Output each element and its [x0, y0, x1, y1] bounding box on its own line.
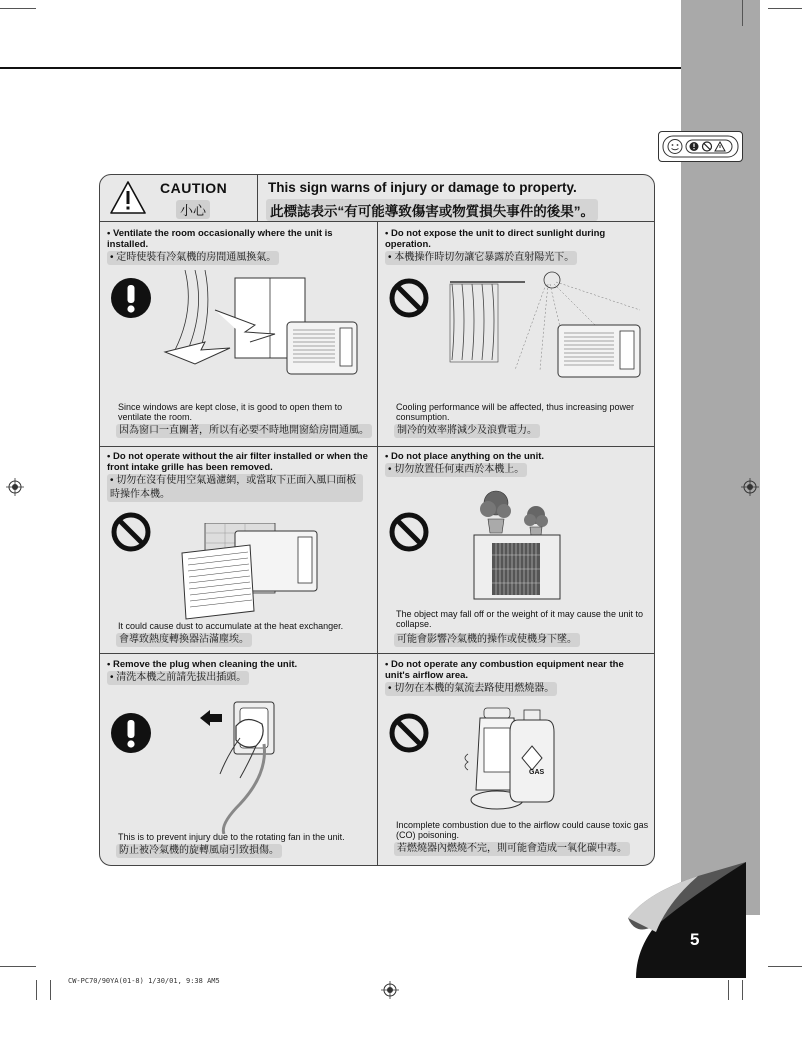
page-curl-corner	[628, 862, 746, 978]
sign-description: This sign warns of injury or damage to property.	[268, 180, 577, 195]
combustion-heater-illustration	[462, 704, 572, 814]
bullet-en: • Do not expose the unit to direct sunlight during operation.	[385, 228, 606, 250]
crop-mark	[36, 980, 37, 1000]
crop-mark	[768, 8, 802, 9]
caution-cell-combustion	[378, 654, 655, 866]
caution-panel	[99, 174, 655, 866]
crop-mark	[742, 980, 743, 1000]
description-zh: 防止被冷氣機的旋轉風扇引致損傷。	[116, 844, 282, 858]
bullet-zh: • 本機操作時切勿讓它暴露於直射陽光下。	[385, 251, 577, 265]
crop-mark	[0, 8, 36, 9]
caution-title: CAUTION	[160, 180, 228, 196]
caution-cell-remove-plug	[100, 654, 377, 866]
top-rule	[0, 67, 681, 69]
symbol-index-box	[658, 131, 743, 162]
bullet-zh: • 定時使裝有冷氣機的房間通風換氣。	[107, 251, 279, 265]
description-en: The object may fall off or the weight of it may cause the unit to collapse.	[396, 609, 643, 629]
bullet-zh: • 切勿在沒有使用空氣過濾網，或當取下正面入風口面板時操作本機。	[107, 474, 363, 502]
caution-title-zh: 小心	[176, 200, 210, 219]
exclamation-icon	[110, 712, 152, 754]
caution-cell-sunlight	[378, 222, 655, 446]
bullet-zh: • 切勿在本機的氣流去路使用燃燒器。	[385, 682, 557, 696]
caution-cell-air-filter	[100, 447, 377, 653]
caution-cell-ventilate	[100, 222, 377, 446]
print-footer: CW-PC70/90YA(01-8) 1/30/01, 9:38 AM5	[68, 977, 220, 985]
bullet-en: • Remove the plug when cleaning the unit.	[107, 659, 298, 670]
description-en: Since windows are kept close, it is good to open them to ventilate the room.	[118, 402, 343, 422]
description-zh: 若燃燒器內燃燒不完，則可能會造成一氧化碳中毒。	[394, 842, 630, 856]
registration-mark-icon	[741, 478, 759, 496]
bullet-en: • Do not operate without the air filter installed or when the front intake grille has been removed.	[107, 451, 368, 473]
caution-header	[100, 175, 654, 222]
registration-mark-icon	[6, 478, 24, 496]
description-en: It could cause dust to accumulate at the heat exchanger.	[118, 621, 344, 631]
registration-mark-icon	[381, 981, 399, 999]
crop-mark	[768, 966, 802, 967]
bullet-zh: • 切勿放置任何東西於本機上。	[385, 463, 527, 477]
sunlight-curtain-illustration	[440, 270, 650, 390]
caution-cell-place-nothing	[378, 447, 655, 653]
prohibition-icon	[388, 277, 430, 319]
crop-mark	[728, 980, 729, 1000]
exclamation-icon	[110, 277, 152, 319]
crop-mark	[50, 980, 51, 1000]
header-divider	[257, 175, 258, 221]
warning-triangle-icon	[108, 179, 148, 217]
bullet-en: • Ventilate the room occasionally where the unit is installed.	[107, 228, 333, 250]
objects-on-unit-illustration	[468, 485, 568, 605]
bullet-en: • Do not operate any combustion equipment near the unit's airflow area.	[385, 659, 624, 681]
description-zh: 因為窗口一直關著，所以有必要不時地開窗給房間通風。	[116, 424, 372, 438]
bullet-zh: • 清洗本機之前請先拔出插頭。	[107, 671, 249, 685]
unplug-illustration	[200, 694, 320, 834]
crop-mark	[742, 0, 743, 26]
description-zh: 會導致熱度轉換器沾滿塵埃。	[116, 633, 252, 647]
crop-mark	[0, 966, 36, 967]
prohibition-icon	[110, 511, 152, 553]
description-zh: 可能會影響冷氣機的操作或使機身下墜。	[394, 633, 580, 647]
page-number: 5	[690, 930, 700, 949]
open-window-illustration	[155, 270, 365, 390]
gas-label: GAS	[529, 769, 545, 776]
filter-removed-illustration	[180, 523, 330, 623]
prohibition-icon	[388, 712, 430, 754]
prohibition-icon	[388, 511, 430, 553]
description-en: Incomplete combustion due to the airflow could cause toxic gas (CO) poisoning.	[396, 820, 649, 840]
sign-description-zh: 此標誌表示“有可能導致傷害或物質損失事件的後果”。	[266, 199, 598, 221]
safety-symbols-icon	[659, 132, 742, 161]
description-zh: 制冷的效率將減少及浪費電力。	[394, 424, 540, 438]
bullet-en: • Do not place anything on the unit.	[385, 451, 545, 462]
description-en: This is to prevent injury due to the rotating fan in the unit.	[118, 832, 345, 842]
description-en: Cooling performance will be affected, thus increasing power consumption.	[396, 402, 634, 422]
